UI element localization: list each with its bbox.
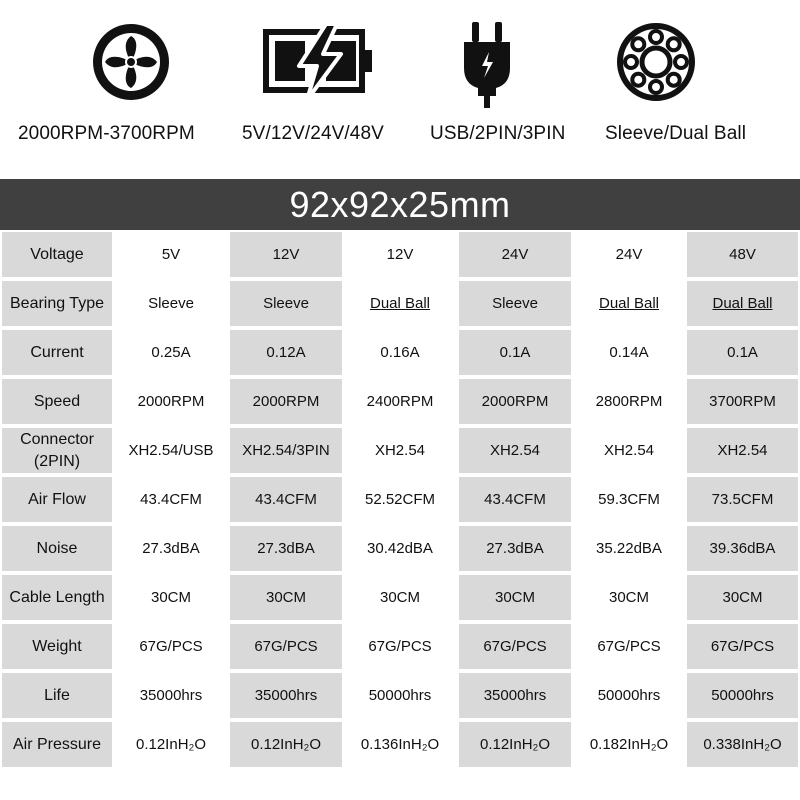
table-cell: 67G/PCS [115, 624, 227, 669]
row-label: Speed [2, 379, 112, 424]
table-cell: 0.14A [573, 330, 685, 375]
table-row [0, 720, 800, 769]
table-cell: 30CM [230, 575, 342, 620]
table-cell: 12V [230, 232, 342, 277]
table-cell: 0.1A [687, 330, 798, 375]
table-cell: 50000hrs [573, 673, 685, 718]
table-cell: 27.3dBA [459, 526, 571, 571]
feature-connector [420, 0, 595, 170]
table-cell: 35000hrs [115, 673, 227, 718]
table-row [0, 328, 800, 377]
table-row [0, 671, 800, 720]
table-cell: XH2.54 [573, 428, 685, 473]
table-cell [459, 281, 571, 326]
table-cell: XH2.54 [344, 428, 456, 473]
table-cell: 43.4CFM [459, 477, 571, 522]
table-cell: 0.25A [115, 330, 227, 375]
table-row [0, 279, 800, 328]
table-cell: 59.3CFM [573, 477, 685, 522]
table-cell [230, 281, 342, 326]
feature-speed-caption: 2000RPM-3700RPM [18, 123, 195, 144]
row-label: Bearing Type [2, 281, 112, 326]
table-cell: XH2.54 [459, 428, 571, 473]
row-label: Air Flow [2, 477, 112, 522]
table-cell: 24V [573, 232, 685, 277]
table-cell: 2000RPM [230, 379, 342, 424]
table-cell: 30CM [344, 575, 456, 620]
table-row [0, 573, 800, 622]
table-cell: 48V [687, 232, 798, 277]
table-cell: 67G/PCS [573, 624, 685, 669]
feature-speed [0, 0, 220, 170]
table-cell: 0.1A [459, 330, 571, 375]
table-cell: 0.12InH₂O [459, 722, 571, 767]
feature-voltage [225, 0, 415, 170]
table-row [0, 230, 800, 279]
table-cell: 52.52CFM [344, 477, 456, 522]
cell-text: Dual Ball [369, 294, 431, 312]
table-cell: 35000hrs [459, 673, 571, 718]
table-cell: 27.3dBA [115, 526, 227, 571]
row-label: Voltage [2, 232, 112, 277]
table-cell: 0.338InH₂O [687, 722, 798, 767]
table-cell: 67G/PCS [687, 624, 798, 669]
feature-bearing-caption: Sleeve/Dual Ball [605, 123, 747, 144]
table-cell: 24V [459, 232, 571, 277]
table-cell: 30CM [573, 575, 685, 620]
table-cell: 30CM [115, 575, 227, 620]
table-cell: 67G/PCS [344, 624, 456, 669]
table-cell: 67G/PCS [459, 624, 571, 669]
table-cell: 39.36dBA [687, 526, 798, 571]
feature-voltage-caption: 5V/12V/24V/48V [242, 123, 384, 144]
cell-text: Sleeve [148, 294, 194, 312]
table-cell: 30.42dBA [344, 526, 456, 571]
table-cell: 73.5CFM [687, 477, 798, 522]
table-cell: 2000RPM [115, 379, 227, 424]
table-cell: XH2.54 [687, 428, 798, 473]
battery-charging-icon [263, 22, 375, 102]
table-cell: 2400RPM [344, 379, 456, 424]
table-cell: 3700RPM [687, 379, 798, 424]
table-cell: 27.3dBA [230, 526, 342, 571]
table-row [0, 524, 800, 573]
table-cell [344, 281, 456, 326]
feature-connector-caption: USB/2PIN/3PIN [430, 123, 566, 144]
table-cell: 12V [344, 232, 456, 277]
table-cell: 0.16A [344, 330, 456, 375]
table-cell: XH2.54/3PIN [230, 428, 342, 473]
row-label: Noise [2, 526, 112, 571]
table-cell: 67G/PCS [230, 624, 342, 669]
table-cell: 30CM [459, 575, 571, 620]
table-cell: 0.182InH₂O [573, 722, 685, 767]
cell-text: Sleeve [492, 294, 538, 312]
row-label: Weight [2, 624, 112, 669]
table-row [0, 622, 800, 671]
table-cell: 50000hrs [687, 673, 798, 718]
table-cell: 2000RPM [459, 379, 571, 424]
feature-bearing [600, 0, 800, 170]
table-cell: 35000hrs [230, 673, 342, 718]
table-row [0, 426, 800, 475]
cell-text: Dual Ball [712, 294, 773, 312]
table-cell: 2800RPM [573, 379, 685, 424]
row-label: Air Pressure [2, 722, 112, 767]
power-plug-icon [462, 22, 512, 108]
table-cell: 35.22dBA [573, 526, 685, 571]
table-cell: 5V [115, 232, 227, 277]
row-label: Connector (2PIN) [2, 428, 112, 473]
table-cell: 30CM [687, 575, 798, 620]
table-cell: 50000hrs [344, 673, 456, 718]
table-cell: 0.12InH₂O [115, 722, 227, 767]
row-label: Current [2, 330, 112, 375]
row-label: Life [2, 673, 112, 718]
table-cell [687, 281, 798, 326]
model-size-title: 92x92x25mm [0, 179, 800, 230]
feature-icons-row [0, 0, 800, 170]
table-cell [115, 281, 227, 326]
table-row [0, 475, 800, 524]
table-cell: 43.4CFM [115, 477, 227, 522]
table-cell: 43.4CFM [230, 477, 342, 522]
table-cell: 0.12A [230, 330, 342, 375]
table-cell: 0.12InH₂O [230, 722, 342, 767]
cell-text: Sleeve [263, 294, 309, 312]
table-cell [573, 281, 685, 326]
cell-text: Dual Ball [598, 294, 660, 312]
table-cell: 0.136InH₂O [344, 722, 456, 767]
ball-bearing-icon [616, 22, 696, 102]
table-cell: XH2.54/USB [115, 428, 227, 473]
table-row [0, 377, 800, 426]
row-label: Cable Length [2, 575, 112, 620]
fan-icon [91, 22, 171, 102]
